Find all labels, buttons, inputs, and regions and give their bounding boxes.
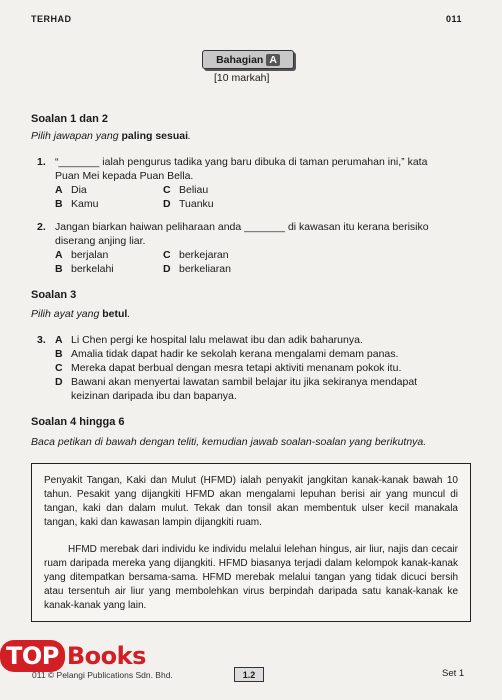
show-through-ghost — [240, 80, 490, 110]
option-a[interactable]: A Dia — [55, 184, 87, 196]
option-d[interactable]: D Bawani akan menyertai lawatan sambil belajar itu jika sekiranya mendapat — [55, 376, 418, 388]
section-letter: A — [266, 54, 280, 66]
q3-instruction: Pilih ayat yang betul. — [31, 308, 131, 320]
restricted-label: TERHAD — [31, 14, 72, 24]
question-text: Jangan biarkan haiwan peliharaan anda _______ di kawasan itu kerana berisiko — [55, 221, 429, 233]
option-c[interactable]: C berkejaran — [163, 249, 229, 261]
header-code: 011 — [446, 14, 463, 24]
q46-instruction: Baca petikan di bawah dengan teliti, kemudian jawab soalan-soalan yang berikutnya. — [31, 436, 427, 448]
question-text-cont: diserang anjing liar. — [55, 235, 146, 247]
passage-box — [31, 463, 471, 622]
logo-top: TOP — [0, 640, 65, 672]
option-d[interactable]: D berkeliaran — [163, 263, 231, 275]
topbooks-logo — [0, 642, 146, 670]
option-b[interactable]: B Kamu — [55, 198, 99, 210]
q12-heading: Soalan 1 dan 2 — [31, 113, 109, 125]
question-1 — [37, 155, 477, 211]
page-number: 1.2 — [234, 667, 264, 682]
set-label: Set 1 — [442, 668, 465, 679]
q3-heading: Soalan 3 — [31, 289, 77, 301]
q12-instruction: Pilih jawapan yang paling sesuai. — [31, 130, 191, 142]
option-d[interactable]: D Tuanku — [163, 198, 214, 210]
q2-options — [37, 248, 477, 276]
q1-options — [37, 183, 477, 211]
passage-paragraph-2: HFMD merebak dari individu ke individu melalui lelehan hingus, air liur, najis dan cecair ruam daripada mereka yang dijangkiti. HFMD biasanya terjadi dalam kelompok kanak-kanak yang ditempatkan bersama-sama. HFMD merebak melalui tangan yang tidak dicuci bersih atau tersentuh air liur yang membolehkan virus berpindah daripada satu kanak-kanak ke kanak-kanak yang lain. — [44, 544, 458, 611]
section-banner — [202, 50, 294, 69]
q46-heading: Soalan 4 hingga 6 — [31, 416, 125, 428]
logo-books: Books — [66, 642, 146, 670]
question-number: 2. — [37, 221, 46, 233]
publisher-credit: 011 © Pelangi Publications Sdn. Bhd. — [32, 670, 173, 680]
option-a[interactable]: A Li Chen pergi ke hospital lalu melawat ibu dan adik baharunya. — [55, 334, 363, 346]
option-b[interactable]: B berkelahi — [55, 263, 114, 275]
question-text-cont: Puan Mei kepada Puan Bella. — [55, 170, 194, 182]
section-marks: [10 markah] — [214, 72, 270, 84]
question-number: 3. — [37, 334, 46, 346]
passage-paragraph-1: Penyakit Tangan, Kaki dan Mulut (HFMD) ialah penyakit jangkitan kanak-kanak bawah 10 tahun. Pesakit yang dijangkiti HFMD akan mengalami lepuhan berisi air yang muncul di tangan, kaki dan dalam mulut. Tekak dan tonsil akan membentuk ulser kecil manakala tangan, kaki dan kawasan lampin dijangkiti ruam. — [44, 475, 458, 528]
option-c[interactable]: C Beliau — [163, 184, 209, 196]
option-d-cont: keizinan daripada ibu dan bapanya. — [71, 390, 237, 402]
question-3 — [37, 333, 477, 403]
question-text: “_______ ialah pengurus tadika yang baru dibuka di taman perumahan ini,” kata — [55, 156, 428, 168]
option-c[interactable]: C Mereka dapat berbual dengan mesra tetapi aktiviti menanam pokok itu. — [55, 362, 402, 374]
question-number: 1. — [37, 156, 46, 168]
question-2 — [37, 220, 477, 276]
option-b[interactable]: B Amalia tidak dapat hadir ke sekolah kerana mengalami demam panas. — [55, 348, 399, 360]
section-title: Bahagian — [216, 53, 264, 66]
option-a[interactable]: A berjalan — [55, 249, 109, 261]
